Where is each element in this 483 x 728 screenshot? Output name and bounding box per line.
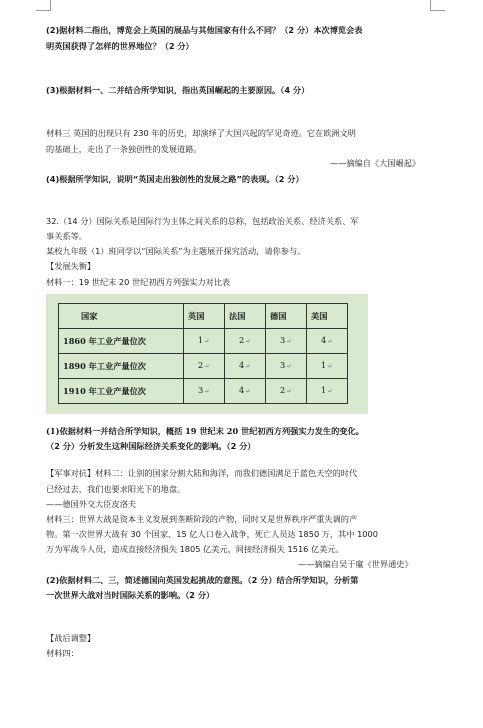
table-header-cell: 法国 — [225, 304, 266, 329]
q32-line-3: 某校九年级（1）班同学以“国际关系”为主题展开探究活动，请你参与。 — [46, 246, 306, 256]
table-row — [59, 354, 348, 379]
table-row — [59, 329, 348, 354]
q32-material3-source: ——摘编自吴于廑《世界通史》 — [298, 559, 413, 569]
page-corner-mark-right — [430, 0, 445, 11]
material4-label: 材料四： — [46, 648, 79, 658]
material3-line-1: 材料三 英国的出现只有 230 年的历史，却演绎了大国兴起的罕见奇迹。它在欧洲文明 — [46, 128, 356, 138]
q4-text: (4)根据所学知识，说明“英国走出独创性的发展之路”的表现。（2 分） — [46, 174, 304, 184]
material2-line-1 — [46, 467, 357, 480]
table-header-cell: 德国 — [266, 304, 307, 329]
table-row — [59, 379, 348, 404]
table-cell: 1↵ — [184, 329, 225, 354]
table-cell: 1↵ — [307, 354, 348, 379]
table-header-cell: 英国 — [184, 304, 225, 329]
table-cell: 4↵ — [225, 354, 266, 379]
table-cell: 4↵ — [225, 379, 266, 404]
q32-line-1: 32.（14 分）国际关系是国际行为主体之间关系的总称，包括政治关系、经济关系、军 — [46, 216, 359, 226]
table-header-cell: 国家 — [59, 304, 184, 329]
table-cell: 1↵ — [307, 379, 348, 404]
material3-line-2: 的基础上，走出了一条独创性的发展道路。 — [46, 144, 202, 154]
table-cell: 2↵ — [184, 354, 225, 379]
q32-material3-line-2: 物。第一次世界大战有 30 个国家、15 亿人口卷入战争，死亡人员达 1850 万，其中 1000 — [46, 529, 378, 539]
table-cell: 3↵ — [266, 354, 307, 379]
q32-sub2-line-2: 一次世界大战对当时国际关系的影响。（2 分） — [46, 590, 215, 600]
material2-line-2: 已经过去，我们也要求阳光下的地盘。 — [46, 484, 186, 494]
power-comparison-table — [58, 303, 348, 404]
table-header-row — [59, 304, 348, 329]
table-cell: 2↵ — [266, 379, 307, 404]
power-comparison-table-panel — [46, 294, 368, 414]
q2-line-2: 明英国获得了怎样的世界地位？（2 分） — [46, 41, 194, 51]
q32-material3-line-1: 材料三：世界大战是资本主义发展到垄断阶段的产物，同时又是世界秩序严重失调的产 — [46, 514, 358, 524]
material2-source: ——德国外交大臣皮洛夫 — [46, 499, 137, 509]
page-corner-mark-left — [36, 0, 51, 11]
q32-line-2: 事关系等。 — [46, 231, 87, 241]
material2-text: 材料二：让别的国家分割大陆和海洋，而我们德国满足于蓝色天空的时代 — [95, 468, 358, 478]
heading-military: 【军事对抗】 — [46, 468, 96, 478]
table-row-label: 1910 年工业产量位次 — [59, 379, 184, 404]
table-row-label: 1890 年工业产量位次 — [59, 354, 184, 379]
q32-sub2-line-1: (2)依据材料二、三，简述德国向英国发起挑战的意图。（2 分）结合所学知识，分析第 — [46, 575, 359, 585]
material1-caption: 材料一：19 世纪末 20 世纪初西方列强实力对比表 — [46, 277, 231, 287]
table-header-cell: 美国 — [307, 304, 348, 329]
table-cell: 3↵ — [184, 379, 225, 404]
q32-sub1-line-1: (1)依据材料一并结合所学知识，概括 19 世纪末 20 世纪初西方列强实力发生的变化。 — [46, 426, 364, 436]
q32-sub1-line-2: （2 分）分析发生这种国际经济关系变化的影响。（2 分） — [46, 441, 256, 451]
q32-material3-line-3: 万为军战斗人员，造成直接经济损失 1805 亿美元，间接经济损失 1516 亿美元。 — [46, 544, 344, 554]
material3-source: ——摘编自《大国崛起》 — [330, 158, 421, 168]
q2-line-1: (2)据材料二指出，博览会上英国的展品与其他国家有什么不同？（2 分）本次博览会表 — [46, 25, 363, 35]
table-cell: 3↵ — [266, 329, 307, 354]
q3-text: (3)根据材料一、二并结合所学知识，指出英国崛起的主要原因。（4 分） — [46, 85, 310, 95]
heading-development: 【发展失衡】 — [46, 261, 96, 271]
table-row-label: 1860 年工业产量位次 — [59, 329, 184, 354]
table-cell: 2↵ — [225, 329, 266, 354]
heading-postwar-adjustment: 【战后调整】 — [46, 633, 96, 643]
table-cell: 4↵ — [307, 329, 348, 354]
